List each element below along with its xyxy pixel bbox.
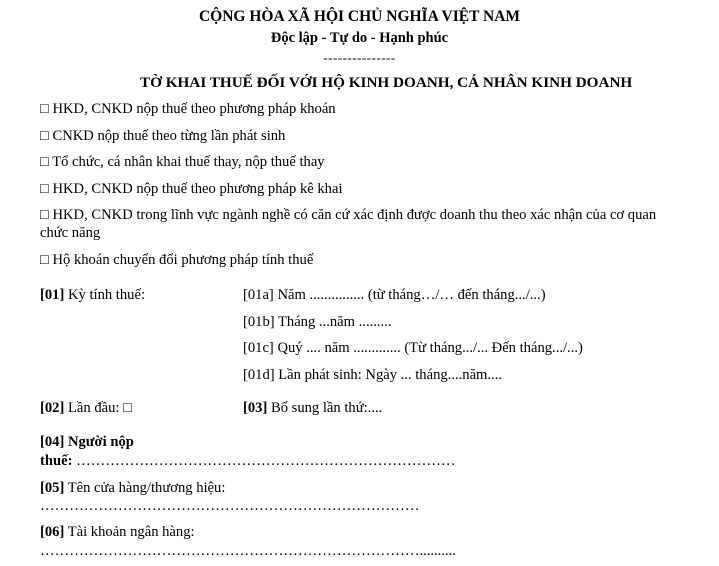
taxpayer-label: [04] Người nộp xyxy=(40,434,134,450)
taxpayer-field[interactable] xyxy=(40,453,456,471)
tax-period-text: Kỳ tính thuế: xyxy=(64,287,145,303)
field-code-03: [03] xyxy=(243,400,268,416)
checkbox-option-revenue-confirmation[interactable]: □ HKD, CNKD trong lĩnh vực ngành nghề có căn cứ xác định được doanh thu theo xác nhận của cơ quan chức năng xyxy=(40,207,657,241)
tax-period-label xyxy=(40,287,145,305)
field-code-02: [02] xyxy=(40,400,65,416)
first-time-text: Lần đầu: □ xyxy=(64,400,132,416)
tax-period-quarter-field[interactable]: [01c] Quý .... năm ............. (Từ tháng.../... Đến tháng.../...) xyxy=(243,340,583,356)
bank-account-field[interactable]: …………………………………………………………………….......... xyxy=(40,543,456,559)
taxpayer-label-cont: thuế: xyxy=(40,453,73,469)
bank-account-label xyxy=(40,524,195,542)
bank-account-text: Tài khoản ngân hàng: xyxy=(64,524,195,540)
checkbox-option-declaration-method[interactable]: □ HKD, CNKD nộp thuế theo phương pháp kê khai xyxy=(40,181,343,197)
checkbox-option-method-change[interactable]: □ Hộ khoán chuyển đổi phương pháp tính thuế xyxy=(40,252,314,268)
supplement-field[interactable] xyxy=(243,400,382,418)
checkbox-option-lump-sum[interactable]: □ HKD, CNKD nộp thuế theo phương pháp khoán xyxy=(40,101,336,117)
field-code-01: [01] xyxy=(40,287,65,303)
header-divider: --------------- xyxy=(323,50,396,65)
field-code-05: [05] xyxy=(40,480,65,496)
field-code-06: [06] xyxy=(40,524,65,540)
first-time-field[interactable] xyxy=(40,400,132,418)
store-name-field[interactable]: …………………………………………………………………… xyxy=(40,498,420,514)
motto-heading: Độc lập - Tự do - Hạnh phúc xyxy=(270,30,449,46)
store-name-label xyxy=(40,480,225,498)
store-name-text: Tên cửa hàng/thương hiệu: xyxy=(64,480,226,496)
country-heading: CỘNG HÒA XÃ HỘI CHỦ NGHĨA VIỆT NAM xyxy=(198,8,521,25)
supplement-text: Bổ sung lần thứ:.... xyxy=(267,400,383,416)
form-title: TỜ KHAI THUẾ ĐỐI VỚI HỘ KINH DOANH, CÁ NHÂN KINH DOANH xyxy=(140,74,633,91)
checkbox-option-per-occurrence[interactable]: □ CNKD nộp thuế theo từng lần phát sinh xyxy=(40,128,286,144)
taxpayer-dots: …………………………………………………………………… xyxy=(72,453,456,469)
tax-period-year-field[interactable]: [01a] Năm ............... (từ tháng…/… đến tháng.../...) xyxy=(243,287,546,303)
tax-period-month-field[interactable]: [01b] Tháng ...năm ......... xyxy=(243,314,392,330)
tax-period-occurrence-field[interactable]: [01d] Lần phát sinh: Ngày ... tháng....năm.... xyxy=(243,367,502,383)
checkbox-option-proxy-declaration[interactable]: □ Tổ chức, cá nhân khai thuế thay, nộp thuế thay xyxy=(40,154,325,170)
